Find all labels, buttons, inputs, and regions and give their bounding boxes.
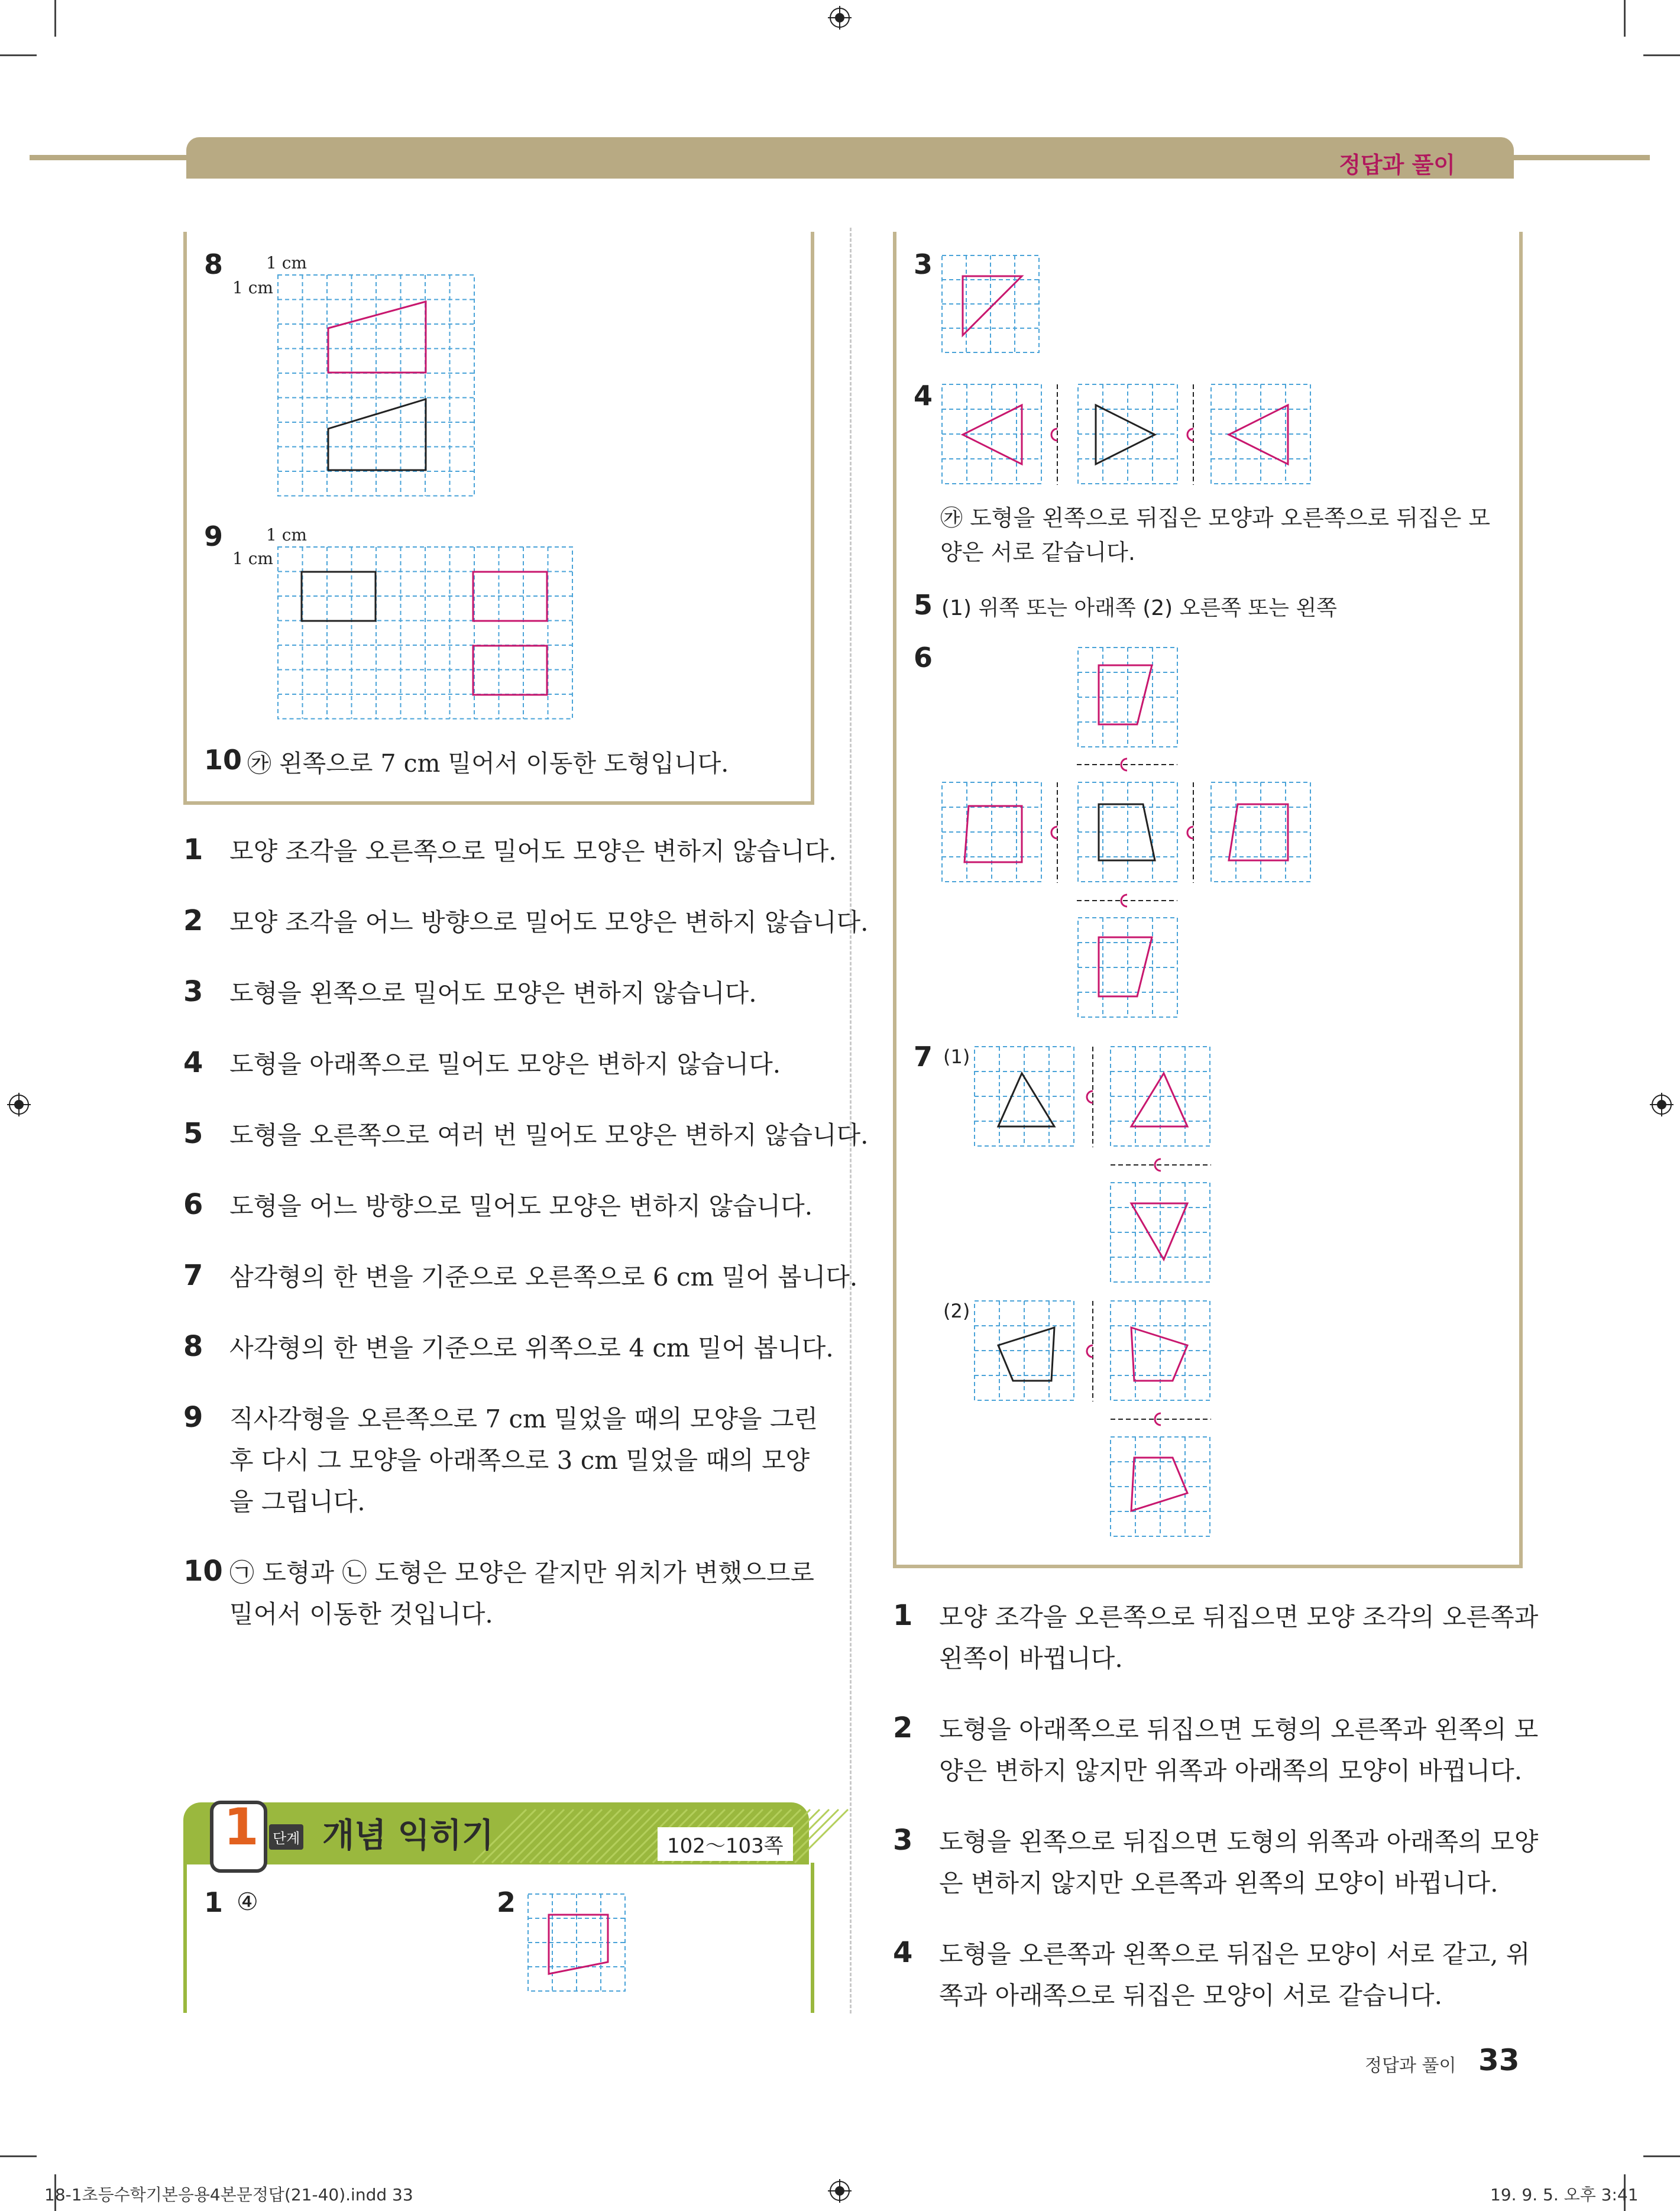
crop-mark — [0, 54, 37, 56]
crop-mark — [1624, 0, 1626, 37]
answer-text: ④ — [237, 1888, 258, 1916]
explanation-text: 도형을 오른쪽과 왼쪽으로 뒤집은 모양이 서로 같고, 위 — [939, 1940, 1530, 1969]
step-number: 1 — [224, 1798, 259, 1857]
grid-figure-q9 — [278, 547, 574, 718]
answer-text: ㉮ 도형을 왼쪽으로 뒤집은 모양과 오른쪽으로 뒤집은 모 — [940, 505, 1491, 531]
part-label: (2) — [943, 1300, 970, 1322]
registration-mark-icon — [828, 2179, 852, 2203]
explanation-number: 2 — [183, 904, 203, 937]
registration-mark-icon — [1650, 1093, 1673, 1116]
grid-figure-r7-2 — [975, 1301, 1211, 1537]
explanation-text: 후 다시 그 모양을 아래쪽으로 3 cm 밀었을 때의 모양 — [229, 1446, 810, 1475]
explanation-text: 직사각형을 오른쪽으로 7 cm 밀었을 때의 모양을 그린 — [229, 1404, 818, 1433]
question-number: 9 — [204, 520, 224, 552]
registration-mark-icon — [828, 6, 852, 30]
explanation-text: 도형을 아래쪽으로 밀어도 모양은 변하지 않습니다. — [229, 1050, 781, 1079]
unit-label: 1 cm — [266, 525, 307, 545]
question-number: 5 — [914, 589, 933, 621]
explanation-number: 3 — [893, 1824, 913, 1857]
question-number: 7 — [914, 1041, 933, 1073]
grid-figure-r6 — [942, 648, 1315, 1017]
question-number: 10 — [204, 744, 242, 776]
explanation-text: 모양 조각을 오른쪽으로 뒤집으면 모양 조각의 오른쪽과 — [939, 1603, 1539, 1631]
grid-figure-r4 — [942, 384, 1315, 485]
explanation-text: 도형을 아래쪽으로 뒤집으면 도형의 오른쪽과 왼쪽의 모 — [939, 1715, 1539, 1744]
explanation-text: 모양 조각을 어느 방향으로 밀어도 모양은 변하지 않습니다. — [229, 908, 869, 937]
explanation-number: 4 — [183, 1046, 203, 1079]
header-title: 정답과 풀이 — [1339, 152, 1455, 178]
explanation-number: 3 — [183, 975, 203, 1008]
explanation-text: 양은 변하지 않지만 위쪽과 아래쪽의 모양이 바뀝니다. — [939, 1756, 1523, 1785]
answer-text: ㉮ 왼쪽으로 7 cm 밀어서 이동한 도형입니다. — [247, 749, 729, 778]
explanation-text: 은 변하지 않지만 오른쪽과 왼쪽의 모양이 바뀝니다. — [939, 1869, 1498, 1898]
explanation-text: 모양 조각을 오른쪽으로 밀어도 모양은 변하지 않습니다. — [229, 837, 837, 866]
explanation-number: 9 — [183, 1401, 203, 1434]
page-range-badge: 102～103쪽 — [658, 1827, 793, 1861]
grid-figure-q8 — [278, 275, 476, 500]
registration-mark-icon — [7, 1093, 31, 1116]
explanation-text: 을 그립니다. — [229, 1487, 365, 1516]
explanation-text: 도형을 오른쪽으로 여러 번 밀어도 모양은 변하지 않습니다. — [229, 1121, 869, 1150]
answer-text: (1) 위쪽 또는 아래쪽 (2) 오른쪽 또는 왼쪽 — [941, 596, 1337, 620]
question-number: 8 — [204, 248, 224, 280]
step-label: 단계 — [269, 1824, 303, 1850]
question-number: 1 — [204, 1886, 224, 1918]
explanation-text: 왼쪽이 바뀝니다. — [939, 1644, 1123, 1673]
unit-label: 1 cm — [232, 278, 273, 297]
explanation-number: 5 — [183, 1117, 203, 1150]
explanation-number: 4 — [893, 1936, 913, 1969]
grid-figure-r3 — [942, 255, 1043, 355]
explanation-number: 7 — [183, 1259, 203, 1292]
part-label: (1) — [943, 1045, 970, 1068]
question-number: 6 — [914, 642, 933, 674]
answer-text: 양은 서로 같습니다. — [940, 539, 1135, 565]
explanation-number: 2 — [893, 1711, 913, 1744]
header-tab — [186, 137, 1514, 179]
question-number: 4 — [914, 380, 933, 412]
explanation-number: 1 — [893, 1599, 913, 1632]
explanation-number: 10 — [183, 1555, 223, 1588]
crop-mark — [1643, 54, 1680, 56]
section-title: 개념 익히기 — [322, 1817, 494, 1855]
explanation-text: 도형을 왼쪽으로 밀어도 모양은 변하지 않습니다. — [229, 979, 757, 1008]
grid-figure-r7-1 — [975, 1047, 1211, 1283]
grid-figure-s2 — [528, 1894, 629, 1992]
crop-mark — [54, 0, 56, 37]
explanation-text: 도형을 어느 방향으로 밀어도 모양은 변하지 않습니다. — [229, 1192, 813, 1221]
page-footer-label: 정답과 풀이 — [1365, 2055, 1456, 2076]
explanation-text: 사각형의 한 변을 기준으로 위쪽으로 4 cm 밀어 봅니다. — [229, 1333, 834, 1362]
question-number: 2 — [497, 1886, 516, 1918]
unit-label: 1 cm — [232, 549, 273, 568]
question-number: 3 — [914, 248, 933, 280]
explanation-text: 밀어서 이동한 것입니다. — [229, 1600, 493, 1629]
answer-box-bottom — [183, 1863, 814, 2013]
print-date: 19. 9. 5. 오후 3:41 — [1490, 2185, 1639, 2204]
explanation-text: 쪽과 아래쪽으로 뒤집은 모양이 서로 같습니다. — [939, 1981, 1442, 2010]
crop-mark — [1643, 2155, 1680, 2157]
explanation-text: ㉠ 도형과 ㉡ 도형은 모양은 같지만 위치가 변했으므로 — [229, 1558, 814, 1587]
page-number: 33 — [1478, 2043, 1520, 2077]
explanation-number: 8 — [183, 1330, 203, 1363]
unit-label: 1 cm — [266, 253, 307, 273]
explanation-number: 1 — [183, 833, 203, 866]
explanation-number: 6 — [183, 1188, 203, 1221]
explanation-text: 도형을 왼쪽으로 뒤집으면 도형의 위쪽과 아래쪽의 모양 — [939, 1827, 1539, 1856]
crop-mark — [0, 2155, 37, 2157]
explanation-text: 삼각형의 한 변을 기준으로 오른쪽으로 6 cm 밀어 봅니다. — [229, 1262, 858, 1291]
print-file-name: 18-1초등수학기본응용4본문정답(21-40).indd 33 — [44, 2185, 413, 2204]
